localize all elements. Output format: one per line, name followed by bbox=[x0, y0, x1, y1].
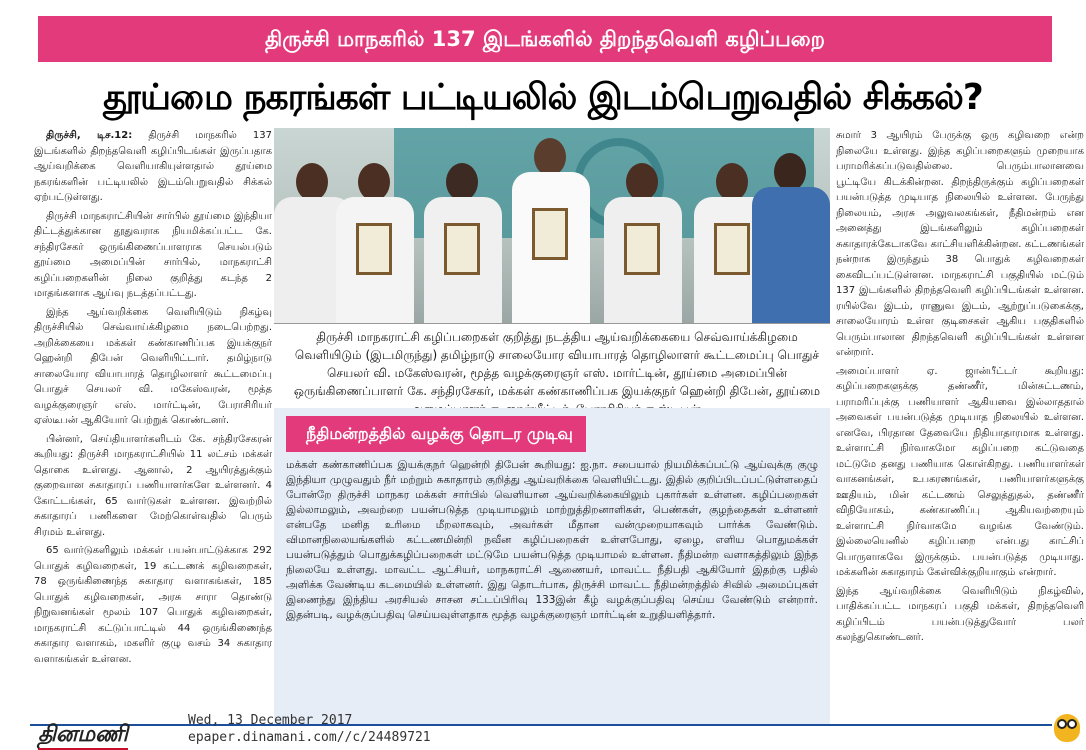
epaper-url[interactable]: epaper.dinamani.com//c/24489721 bbox=[188, 730, 431, 745]
article-kicker: திருச்சி மாநகரில் 137 இடங்களில் திறந்தவெளி கழிப்பறை bbox=[38, 16, 1052, 62]
person-figure bbox=[424, 163, 502, 323]
edition-date: Wed, 13 December 2017 bbox=[188, 713, 353, 728]
newspaper-logo: தினமணி bbox=[38, 720, 128, 750]
person-figure bbox=[752, 153, 830, 323]
sidebar-body: மக்கள் கண்காணிப்பக இயக்குநர் ஹென்றி திபேன் கூறியது: ஐ.நா. சபையால் நியமிக்கப்பட்டு ஆய்வுக்கு குழு இந்தியா முழுவதும் நீர் மற்றும் சுகாதாரம் குறித்து ஆய்வறிக்கை வெளியிட்டது. இதில் குறிப்பிடப்பட்டுள்ளதைப் போன்றே திருச்சி மாநகர மக்கள் சார்பில் வெளியான ஆய்வறிக்கையிலும் புகார்கள் உள்ளன. கழிப்பறைகள் இல்லாமலும், அவற்றை பயன்படுத்த முடியாமலும் மாற்றுத்திறனாளிகள், பெண்கள், குழந்தைகள் உள்ளனர் என்பதே மனித உரிமை மீறலாகவும், அவர்கள் மீதான வன்முறையாகவும் பார்க்க வேண்டும். விமானநிலையங்களில் கட்டணமின்றி நவீன கழிப்பறைகள் உள்ளபோது, ஏழை, எளிய பொதுமக்கள் பயன்படுத்தும் பொதுக்கழிப்பறைகள் மட்டுமே பயன்படுத்த முடியாமல் உள்ளன. நீதிமன்ற வளாகத்திலும் இந்த நிலையே உள்ளது. மாவட்ட ஆட்சியர், மாநகராட்சி ஆணையர், மாவட்ட நீதிபதி ஆகியோர் இதற்கு பதில் அளிக்க வேண்டிய கடமையில் உள்ளனர். இது தொடர்பாக, திருச்சி மாவட்ட நீதிமன்றத்தில் சிவில் அமைப்புகள் இணைந்து இந்திய அரசியல் சாசன சட்டப்பிரிவு 133இன் கீழ் வழக்குப்பதிவு செய்ய வேண்டும் என்றார். இதன்படி, வழக்குப்பதிவு செய்யவுள்ளதாக மூத்த வழக்குரைஞர் மார்ட்டின் உறுதியளித்தார். bbox=[286, 459, 818, 621]
right-column bbox=[836, 128, 1084, 716]
paragraph: அமைப்பாளர் ஏ. ஜான்பீட்டர் கூறியது: கழிப்பறைகளுக்கு தண்ணீர், மின்சுட்டணம், பராமரிப்புக்கு பணியாளர் ஆகியவை இல்லாததால் அவைகள் பயன்படுத்த முடியாத நிலையில் உள்ளன. எனவே, பிரதான தேவையே நிதியாதாரமாக உள்ளது. உள்ளாட்சி நிர்வாகமோ கழிப்பறை கட்டுவதை மட்டுமே தனது பணியாக கொள்கிறது. பணியாளர்கள் வாகனங்கள், உபகரணங்கள், பணியாளர்களுக்கு ஊதியம், மின் கட்டணம் செலுத்துதல், தண்ணீர் விநியோகம், கண்காணிப்பு ஆகியவற்றையும் உள்ளாட்சி நிர்வாகமே வழங்க வேண்டும். இல்லையெனில் கழிப்பறை என்பது காட்சிப் பொருளாகவே இருக்கும். பயன்படுத்த முடியாது. மக்களின் சுகாதாரம் கேள்விக்குறியாகும் என்றார். bbox=[836, 365, 1084, 578]
photo-caption: திருச்சி மாநகராட்சி கழிப்பறைகள் குறித்து நடத்திய ஆய்வறிக்கையை செவ்வாய்க்கிழமை வெளியிடும் (இடமிருந்து) தமிழ்நாடு சாலையோர வியாபாரத் தொழிலாளர் கூட்டமைப்பு பொதுச் செயலர் வி. மகேஸ்வரன், மூத்த வழக்குரைஞர் எஸ். மார்ட்டின், தூய்மை அமைப்பின் ஒருங்கிணைப்பாளர் கே. சந்திரசேகர், மக்கள் கண்காணிப்பக இயக்குநர் ஹென்றி திபேன், தூய்மை bbox=[293, 330, 821, 398]
dateline: திருச்சி, டிச.12: bbox=[46, 130, 133, 141]
paragraph: பின்னர், செய்தியாளர்களிடம் கே. சந்திரசேகரன் கூறியது: திருச்சி மாநகராட்சியில் 11 லட்சம் மக்கள் தொகை உள்ளது. ஆனால், 2 ஆயிரத்துக்கும் குறைவான சுகாதாரப் பணியாளர்களே உள்ளனர். 4 கோட்டங்கள், 65 வார்டுகள் உள்ளன. இவற்றில் சுகாதாரப் பணிகளை மேற்கொள்வதில் பெரும் சிரமம் உள்ளது. bbox=[34, 433, 272, 538]
left-column bbox=[34, 128, 272, 740]
sidebar-title: நீதிமன்றத்தில் வழக்கு தொடர முடிவு bbox=[286, 416, 586, 452]
paragraph: 65 வார்டுகளிலும் மக்கள் பயன்பாட்டுக்காக 292 பொதுக் கழிவறைகள், 19 கட்டணக் கழிவறைகள், 78 ஒருங்கிணைந்த சுகாதார வளாகங்கள், 185 பொதுக் கழிவறைகள், அரசு சாரா தொண்டு நிறுவனங்கள் மூலம் 107 பொதுக் கழிவறைகள், மாநகராட்சி கட்டுப்பாட்டில் 44 ஒருங்கிணைந்த சுகாதார வளாகம், மகளிர் குழு வசம் 34 சுகாதார வளாகங்கள் உள்ளன. bbox=[34, 545, 272, 665]
sidebar-box bbox=[274, 408, 830, 724]
person-figure bbox=[336, 163, 414, 323]
paragraph: திருச்சி மாநகராட்சியின் சார்பில் தூய்மை இந்தியா திட்டத்துக்கான தூதுவராக நியமிக்கப்பட்ட கே. சந்திரசேகர் ஒருங்கிணைப்பாளராக செயல்படும் தூய்மை அமைப்பின் சார்பில், மாநகராட்சி கழிப்பறைகளின் நிலை குறித்து கடந்த 2 மாதங்களாக ஆய்வு நடத்தப்பட்டது. bbox=[34, 210, 272, 299]
footer-rule bbox=[30, 724, 1052, 726]
paragraph: சுமார் 3 ஆயிரம் பேருக்கு ஒரு கழிவறை என்ற நிலையே உள்ளது. இந்த கழிப்பறைகளும் முறையாக பராமரிக்கப்படுவதில்லை. பெரும்பாலானவை பூட்டியே கிடக்கின்றன. திறந்திருக்கும் கழிப்பறைகள் பயன்படுத்த முடியாத நிலையில் உள்ளன. பேருந்து நிலையம், அரசு அலுவலகங்கள், நீதிமன்றம் என அனைத்து இடங்களிலும் கழிப்பறைகள் சுகாதாரக்கேடாகவே காட்சியளிக்கின்றன. கட்டணங்கள் நன்றாக இருந்தும் 38 பொதுக் கழிவறைகள் கைவிடப்பட்டுள்ளன. மாநகராட்சி பகுதியில் மட்டும் 137 இடங்களில் திறந்தவெளி கழிப்பிடங்கள் உள்ளன. ரயில்வே இடம், ராணுவ இடம், ஆற்றுப்படுகைக்கு, சாலையோரம் உள்ள குடிசைகள் ஆகிய பகுதிகளில் பெரும்பாலான திறந்தவெளி கழிப்பிடங்கள் உள்ளன என்றார். bbox=[836, 130, 1084, 358]
person-figure bbox=[604, 163, 682, 323]
person-figure bbox=[512, 138, 590, 323]
paragraph: இந்த ஆய்வறிக்கை வெளியிடும் நிகழ்வு திருச்சியில் செவ்வாய்க்கிழமை நடைபெற்றது. அறிக்கையை மக்கள் கண்காணிப்பக இயக்குநர் ஹென்றி திபேன் வெளியிட்டார். தமிழ்நாடு சாலையோர வியாபாரத் தொழிலாளர் கூட்டமைப்பு பொதுச் செயலர் வி. மகேஸ்வரன், மூத்த வழக்குரைஞர் எஸ். மார்ட்டின், பேராசிரியர் ஏஸ்டீபன் ஆகியோர் பெற்றுக் கொண்டனர். bbox=[34, 306, 272, 426]
paragraph: இந்த ஆய்வறிக்கை வெளியிடும் நிகழ்வில், பாதிக்கப்பட்ட மாநகரப் பகுதி மக்கள், திறந்தவெளி கழிப்பிடம் பயன்படுத்துவோர் பலர் கலந்துகொண்டனர். bbox=[836, 585, 1084, 643]
owl-icon bbox=[1052, 708, 1082, 742]
article-headline: தூய்மை நகரங்கள் பட்டியலில் இடம்பெறுவதில் சிக்கல்? bbox=[103, 77, 983, 118]
news-photo bbox=[274, 128, 830, 324]
paragraph: திருச்சி, டிச.12: திருச்சி மாநகரில் 137 இடங்களில் திறந்தவெளி கழிப்பிடங்கள் இருப்பதாக ஆய்வறிக்கை வெளியாகியுள்ளதால் தூய்மை நகரங்களின் பட்டியலில் இடம்பெறுவதில் சிக்கல் ஏற்பட்டுள்ளது. bbox=[34, 130, 272, 203]
